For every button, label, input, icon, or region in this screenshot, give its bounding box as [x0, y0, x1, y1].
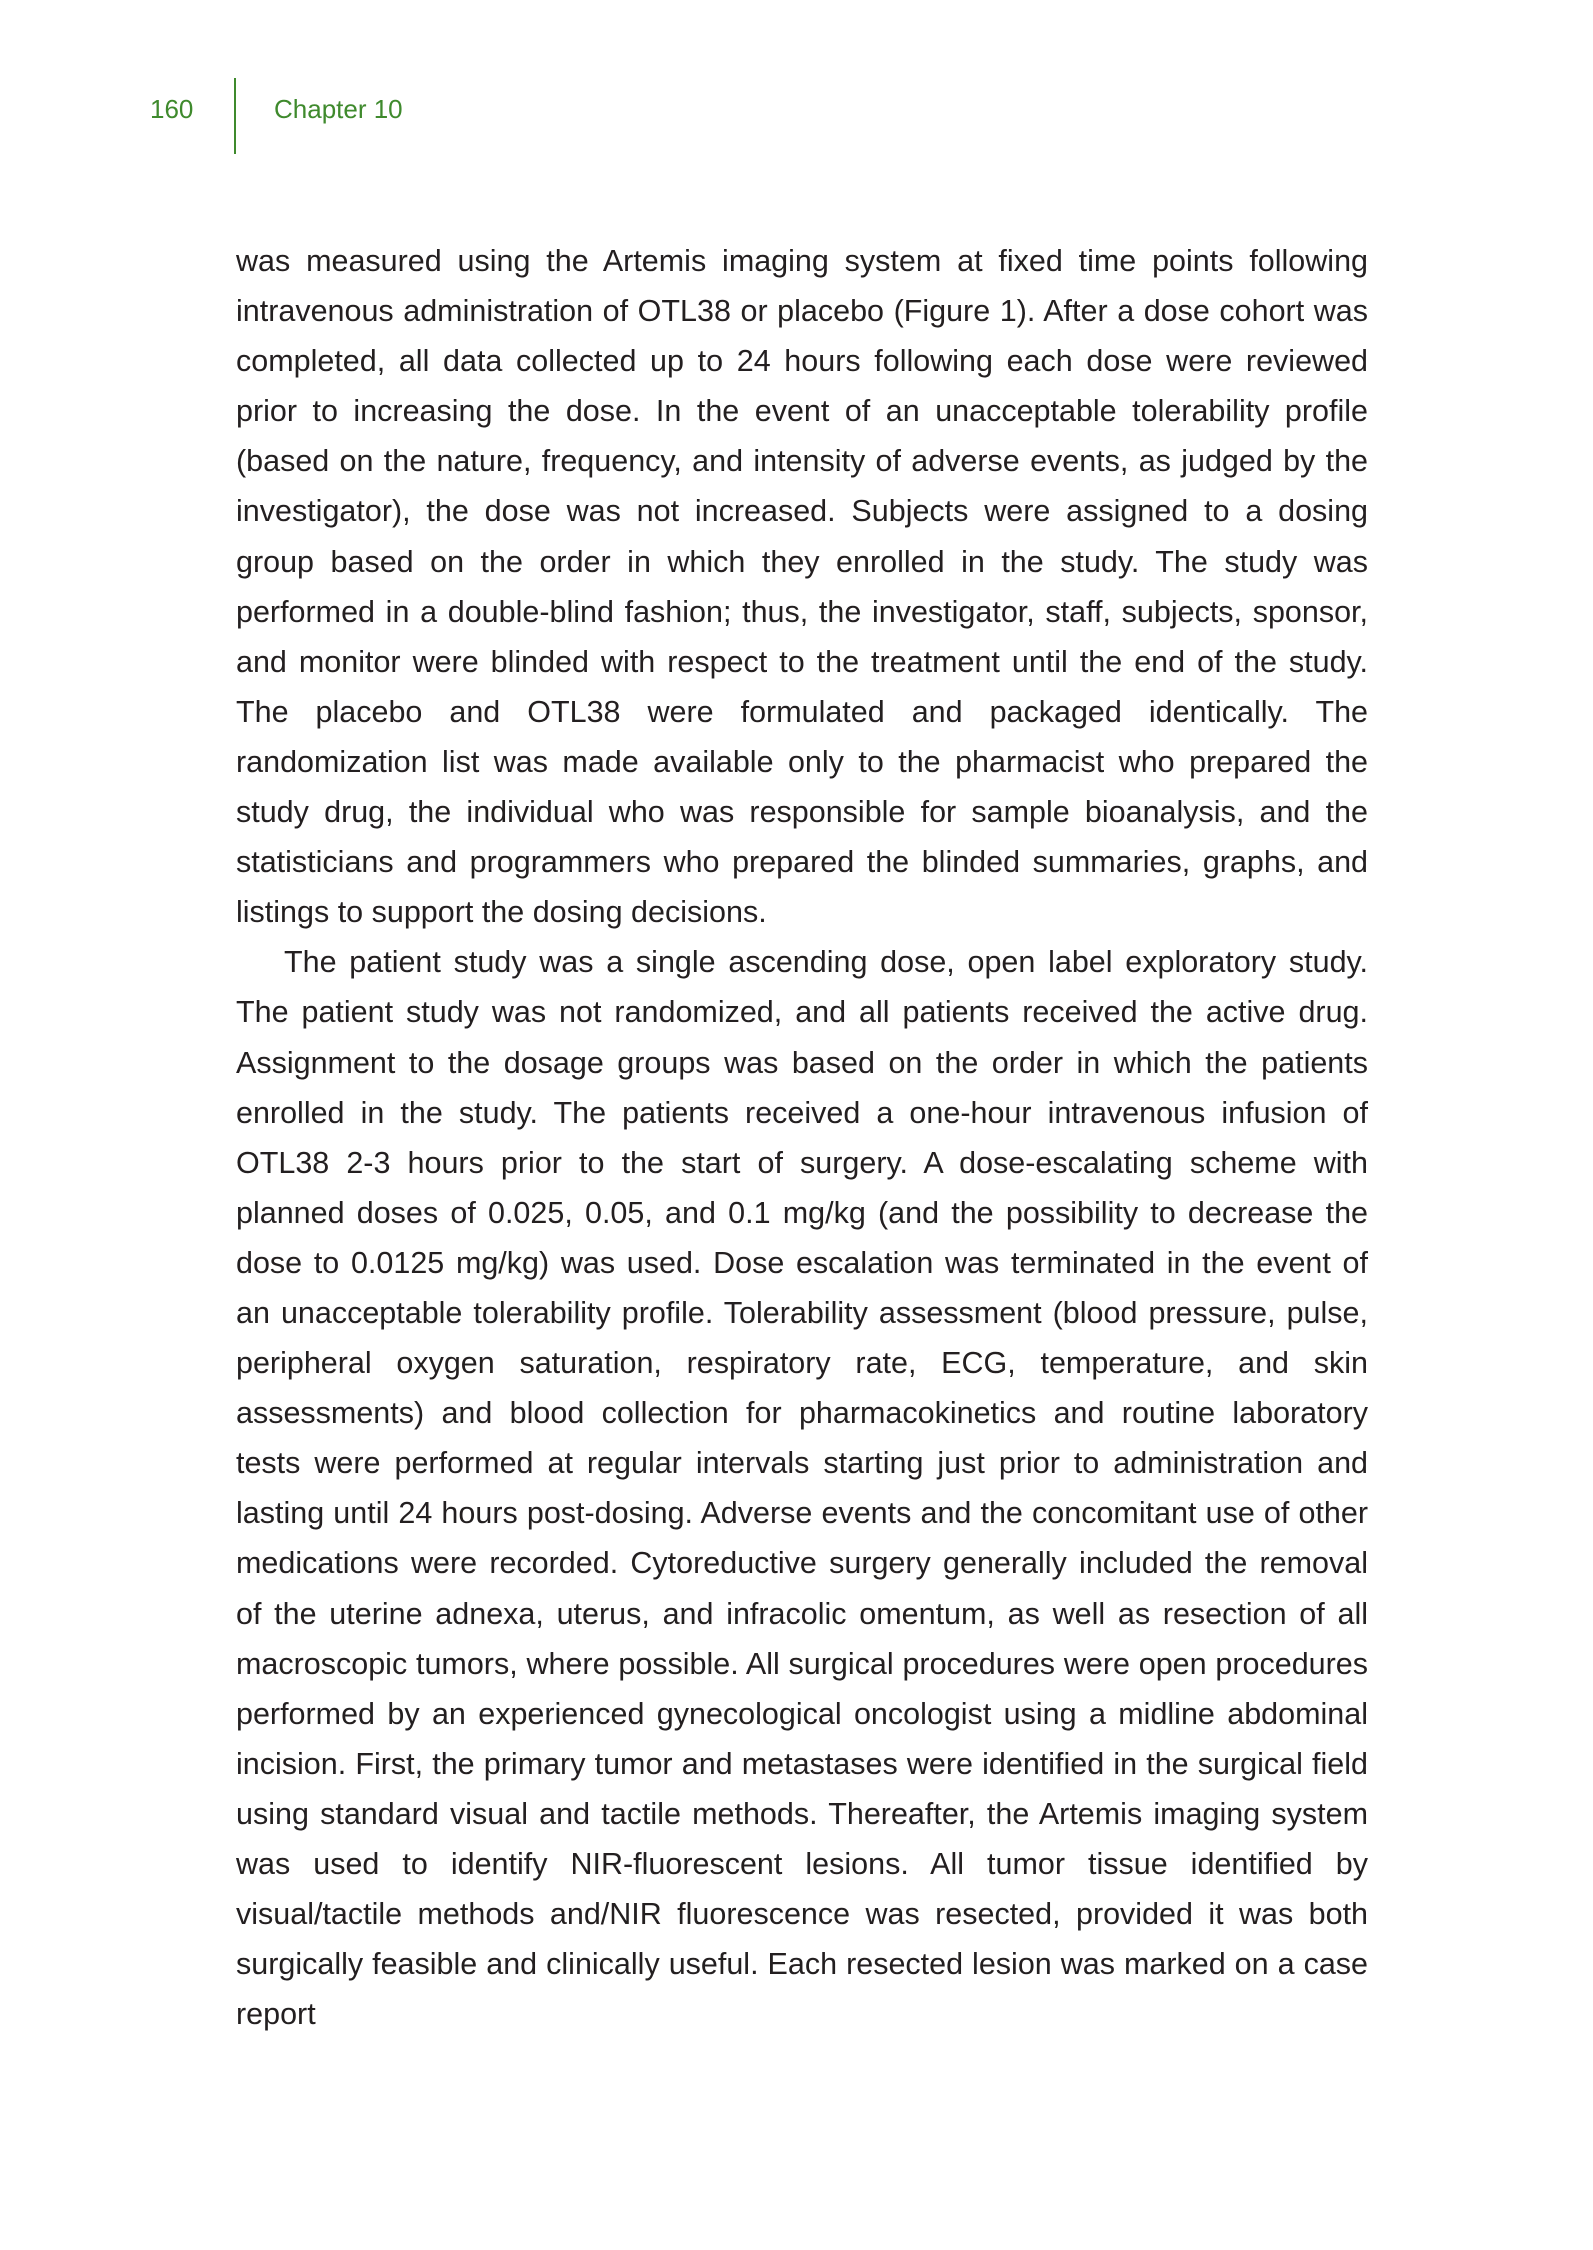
- header-divider: [234, 78, 236, 154]
- running-head: [150, 78, 403, 158]
- paragraph-continued: was measured using the Artemis imaging system at fixed time points following intravenous administration of OTL38 or placebo (Figure 1). After a dose cohort was completed, all data collected up to 24 hours following each dose were reviewed prior to increasing the dose. In the event of an unacceptable tolerability profile (based on the nature, frequency, and intensity of adverse events, as judged by the investigator), the dose was not increased. Subjects were assigned to a dosing group based on the order in which they enrolled in the study. The study was performed in a double-blind fashion; thus, the investigator, staff, subjects, sponsor, and monitor were blinded with respect to the treatment until the end of the study. The placebo and OTL38 were formulated and packaged identically. The randomization list was made available only to the pharmacist who prepared the study drug, the individual who was responsible for sample bioanalysis, and the statisticians and programmers who prepared the blinded summaries, graphs, and listings to support the dosing decisions.: [236, 244, 1368, 930]
- paragraph-patient-study: The patient study was a single ascending dose, open label exploratory study. The patient study was not randomized, and all patients received the active drug. Assignment to the dosage groups was based on the order in which the patients enrolled in the study. The patients received a one-hour intravenous infusion of OTL38 2-3 hours prior to the start of surgery. A dose-escalating scheme with planned doses of 0.025, 0.05, and 0.1 mg/kg (and the possibility to decrease the dose to 0.0125 mg/kg) was used. Dose escalation was terminated in the event of an unacceptable tolerability profile. Tolerability assessment (blood pressure, pulse, peripheral oxygen saturation, respiratory rate, ECG, temperature, and skin assessments) and blood collection for pharmacokinetics and routine laboratory tests were performed at regular intervals starting just prior to administration and lasting until 24 hours post-dosing. Adverse events and the concomitant use of other medications were recorded. Cytoreductive surgery generally included the removal of the uterine adnexa, uterus, and infracolic omentum, as well as resection of all macroscopic tumors, where possible. All surgical procedures were open procedures performed by an experienced gynecological oncologist using a midline abdominal incision. First, the primary tumor and metastases were identified in the surgical field using standard visual and tactile methods. Thereafter, the Artemis imaging system was used to identify NIR-fluorescent lesions. All tumor tissue identified by visual/tactile methods and/NIR fluorescence was resected, provided it was both surgically feasible and clinically useful. Each resected lesion was marked on a case report: [236, 945, 1368, 2032]
- page-number: 160: [150, 94, 194, 124]
- body-text: [236, 236, 1368, 2039]
- chapter-label: Chapter 10: [274, 94, 403, 124]
